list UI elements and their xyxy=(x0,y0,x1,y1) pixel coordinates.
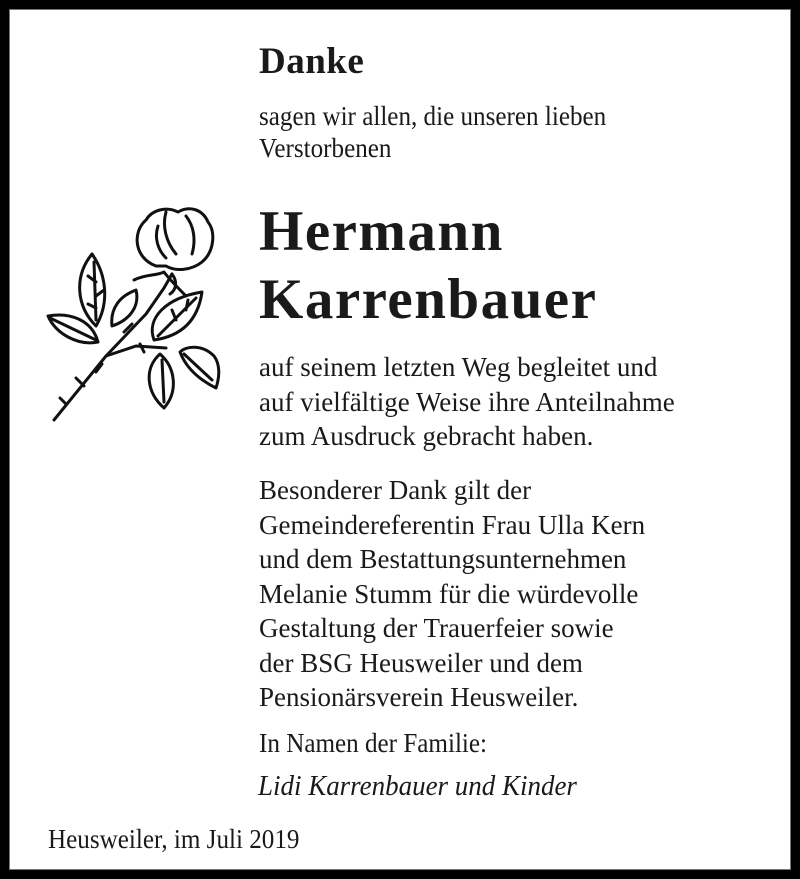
paragraph-line: Pensionärsverein Heusweiler. xyxy=(259,682,579,712)
intro-text xyxy=(259,100,606,164)
paragraph-line: der BSG Heusweiler und dem xyxy=(259,647,583,678)
paragraph-line: und dem Bestattungsunternehmen xyxy=(259,544,627,574)
paragraph-line: Gemeindereferentin Frau Ulla Kern xyxy=(259,509,646,540)
deceased-last-name: Karrenbauer xyxy=(259,268,598,331)
deceased-first-name: Hermann xyxy=(259,200,504,263)
paragraph-line: auf seinem letzten Weg begleitet und xyxy=(259,352,658,382)
title-danke: Danke xyxy=(259,41,365,82)
paragraph-line: auf vielfältige Weise ihre Anteilnahme xyxy=(259,386,675,417)
intro-line: Verstorbenen xyxy=(259,133,392,163)
paragraph-line: Melanie Stumm für die würdevolle xyxy=(259,578,639,609)
paragraph-thanks xyxy=(259,350,675,454)
rose-icon xyxy=(36,196,246,428)
obituary-notice xyxy=(9,9,791,870)
paragraph-special-thanks xyxy=(259,473,645,715)
paragraph-line: Gestaltung der Trauerfeier sowie xyxy=(259,613,614,643)
signers: Lidi Karrenbauer und Kinder xyxy=(258,770,577,802)
paragraph-line: Besonderer Dank gilt der xyxy=(259,475,532,505)
paragraph-line: zum Ausdruck gebracht haben. xyxy=(259,421,594,451)
family-label: In Namen der Familie: xyxy=(259,728,488,758)
deceased-name xyxy=(259,198,597,334)
place-date: Heusweiler, im Juli 2019 xyxy=(48,824,300,854)
intro-line: sagen wir allen, die unseren lieben xyxy=(259,101,607,131)
